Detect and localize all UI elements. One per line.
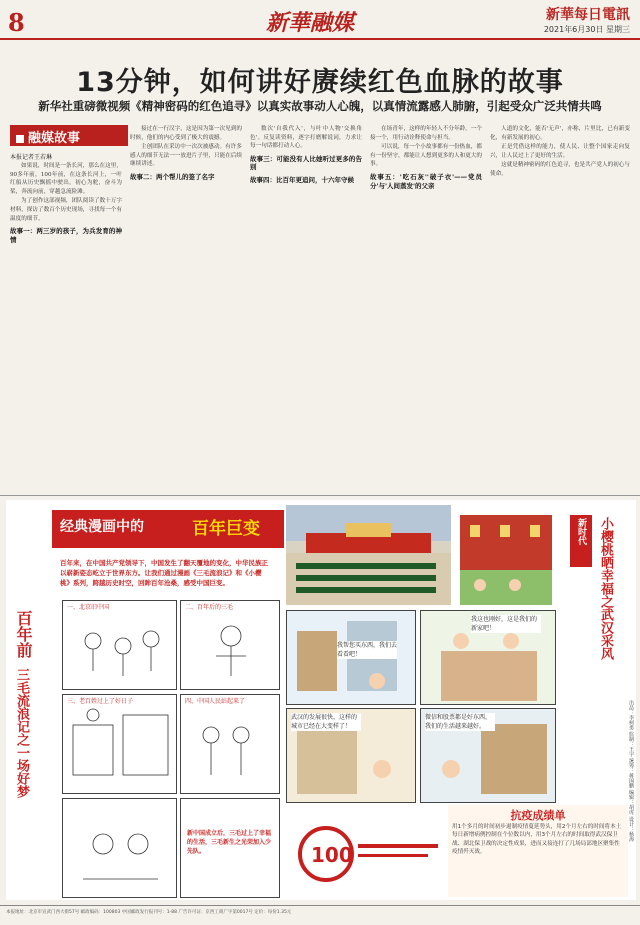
paragraph: 如果说，时间是一条长河，那么在这里，90多年前，100年前，在这条长河上，一叶红船从历史飘摇中驶出，初心为舵，奋斗为桨，奔流向前，穿越急流险滩。 — [10, 163, 122, 195]
page-number: 8 — [8, 8, 25, 37]
paragraph: 正是凭借这样的能力，使人民、让整个国家走向复兴，让人民过上了更好的生活。 — [490, 144, 630, 159]
paper-name: 新華每日電訊 — [546, 7, 630, 23]
subheading: 故事二：两个帮儿的签了名字 — [130, 172, 215, 181]
new-era-box — [560, 505, 630, 695]
panel-caption: 四、中国人民站起来了 — [185, 698, 246, 705]
article-column-3 — [250, 125, 362, 485]
comic-panel-1 — [62, 600, 177, 690]
parade-photo — [286, 505, 451, 605]
panel-caption: 二、百年后的三毛 — [185, 604, 234, 611]
speech-bubble: 我这也刚好，这是我们的新家吧！ — [471, 615, 541, 633]
paragraph: 可以说，每一个小故事都有一份热血，都有一份坚守，都能让人想到更多的人和更大的事。 — [370, 144, 482, 168]
anniversary-logo — [286, 810, 444, 898]
covid-text: 用1个多月的时间初步遏制疫情蔓延势头，用2个月左右的时间将本土每日新增病例控制在个位数以内，用3个月左右的时间取得武汉保卫战、湖北保卫战的决定性成果，进而又接连打了几场局部地区聚集性疫情歼灭战。 — [452, 824, 622, 856]
paragraph: 这就是精神密码的红色追寻，也是共产党人的初心与使命。 — [490, 162, 630, 177]
yingtao-panel-4 — [420, 708, 556, 803]
speech-bubble: 我帮您买东西，我们去看看吧！ — [337, 642, 398, 658]
paragraph: 数次'自我代入'，与叶中人物'交换角色'。反复读资料，逐字打磨解说词，力求让每一句话都打动人心。 — [250, 126, 362, 150]
article-column-2 — [130, 125, 242, 485]
subheading: 故事一：两三岁的孩子，为兵发育的神情 — [10, 227, 122, 244]
comic-panel-6 — [180, 798, 280, 898]
comic-intro: 百年来，在中国共产党领导下，中国发生了翻天覆地的变化，中华民族正以崭新姿态屹立于世界东方。让我们通过漫画《三毛流浪记》和《小樱桃》系列，跨越历史时空，回眸百年沧桑，感受中国巨变。 — [60, 559, 268, 587]
subheading: 故事五：'吃石灰''破子衣'——党员分'与'人间蒸发'的父亲 — [370, 172, 482, 190]
paragraph: 接过在一行汉字，这是因为第一次见到的时候，他们的内心受到了极大的震撼。 — [130, 126, 242, 141]
issue-date: 2021年6月30日 星期三 — [543, 25, 630, 34]
byline: 本报记者王若琳 — [10, 154, 53, 161]
left-label — [12, 610, 52, 890]
square-icon — [16, 135, 24, 143]
comic-panel-4 — [180, 694, 280, 794]
speech-bubble: 武汉的发展很快，这样的城市已经在大变样了！ — [291, 713, 361, 731]
yingtao-panel-1 — [286, 610, 416, 705]
subheading: 故事四：比百年更追问，十六年守候 — [250, 175, 354, 184]
yingtao-panel-2 — [420, 610, 556, 705]
new-era-tag: 新时代 — [570, 515, 592, 567]
article-column-4 — [370, 125, 482, 485]
bottom-caption: 新中国成立后，三毛过上了幸福的生活，三毛新生之光荣加入少先队。 — [187, 830, 272, 855]
paragraph: 为了创作这部视频，团队阅读了数十万字材料，探访了数百个历史现场，寻找每一个有温度的细节。 — [10, 198, 122, 222]
article-subtitle: 新华社重磅微视频《精神密码的红色追寻》以真实故事动人心魄，以真情流露感人肺腑，引起受众广泛共情共鸣 — [38, 99, 602, 113]
paragraph: 在场青年，这样的年轻人不分年龄，一个接一个，用行动诠释使命与担当。 — [370, 126, 482, 141]
red-building-comic — [455, 505, 557, 605]
subheading: 故事三：可能没有人比她听过更多的告别 — [250, 154, 362, 172]
yingtao-panel-3 — [286, 708, 416, 803]
left-label-top: 百年前 — [14, 610, 33, 658]
comic-panel-2 — [180, 600, 280, 690]
comic-panel-3 — [62, 694, 177, 794]
svg-text:100: 100 — [311, 843, 353, 867]
new-era-title: 小樱桃晒幸福之武汉采风 — [598, 517, 613, 660]
section-divider — [0, 495, 640, 496]
page-header — [0, 0, 640, 40]
comic-header-right: 百年巨变 — [192, 519, 260, 539]
section-tag-label: 融媒故事 — [28, 131, 81, 146]
paragraph: 人道的文化，能否'无声'，亦称，片里比，已有新变化，有新发展的初心。 — [490, 126, 630, 141]
article-column-5 — [490, 125, 630, 485]
credits: 出品：李柯勇 监制：王宇 统筹：蒋国鹏 编辑：胡虎 设计：杨海 — [628, 700, 634, 842]
left-label-main: 三毛流浪记之一场好梦 — [14, 668, 29, 798]
covid-title: 抗疫成绩单 — [510, 809, 566, 822]
paragraph: 主创团队在采访中一次次被感动。有许多感人的细节无法一一放进片子里，只能在后续继续讲述。 — [130, 144, 242, 168]
article-column-1 — [10, 162, 122, 487]
section-tag — [10, 125, 128, 146]
speech-bubble: 微信和股票都是好东西，我们的生活越来越好。 — [425, 713, 495, 731]
column-name: 新華融媒 — [266, 11, 355, 36]
comic-panel-5 — [62, 798, 177, 898]
page-footer: 本报地址：北京市宣武门西大街57号 邮政编码：100803 中国邮政发行报刊号：1-88 广告许可证：京西工商广字第0017号 定价：每份1.35元 — [0, 905, 640, 925]
article-title: 13分钟，如何讲好赓续红色血脉的故事 — [76, 67, 564, 98]
panel-caption: 三、老百姓过上了好日子 — [67, 698, 134, 705]
comic-header — [52, 510, 284, 548]
panel-caption: 一、北京旧中国 — [67, 604, 110, 611]
comic-header-left: 经典漫画中的 — [60, 519, 144, 535]
